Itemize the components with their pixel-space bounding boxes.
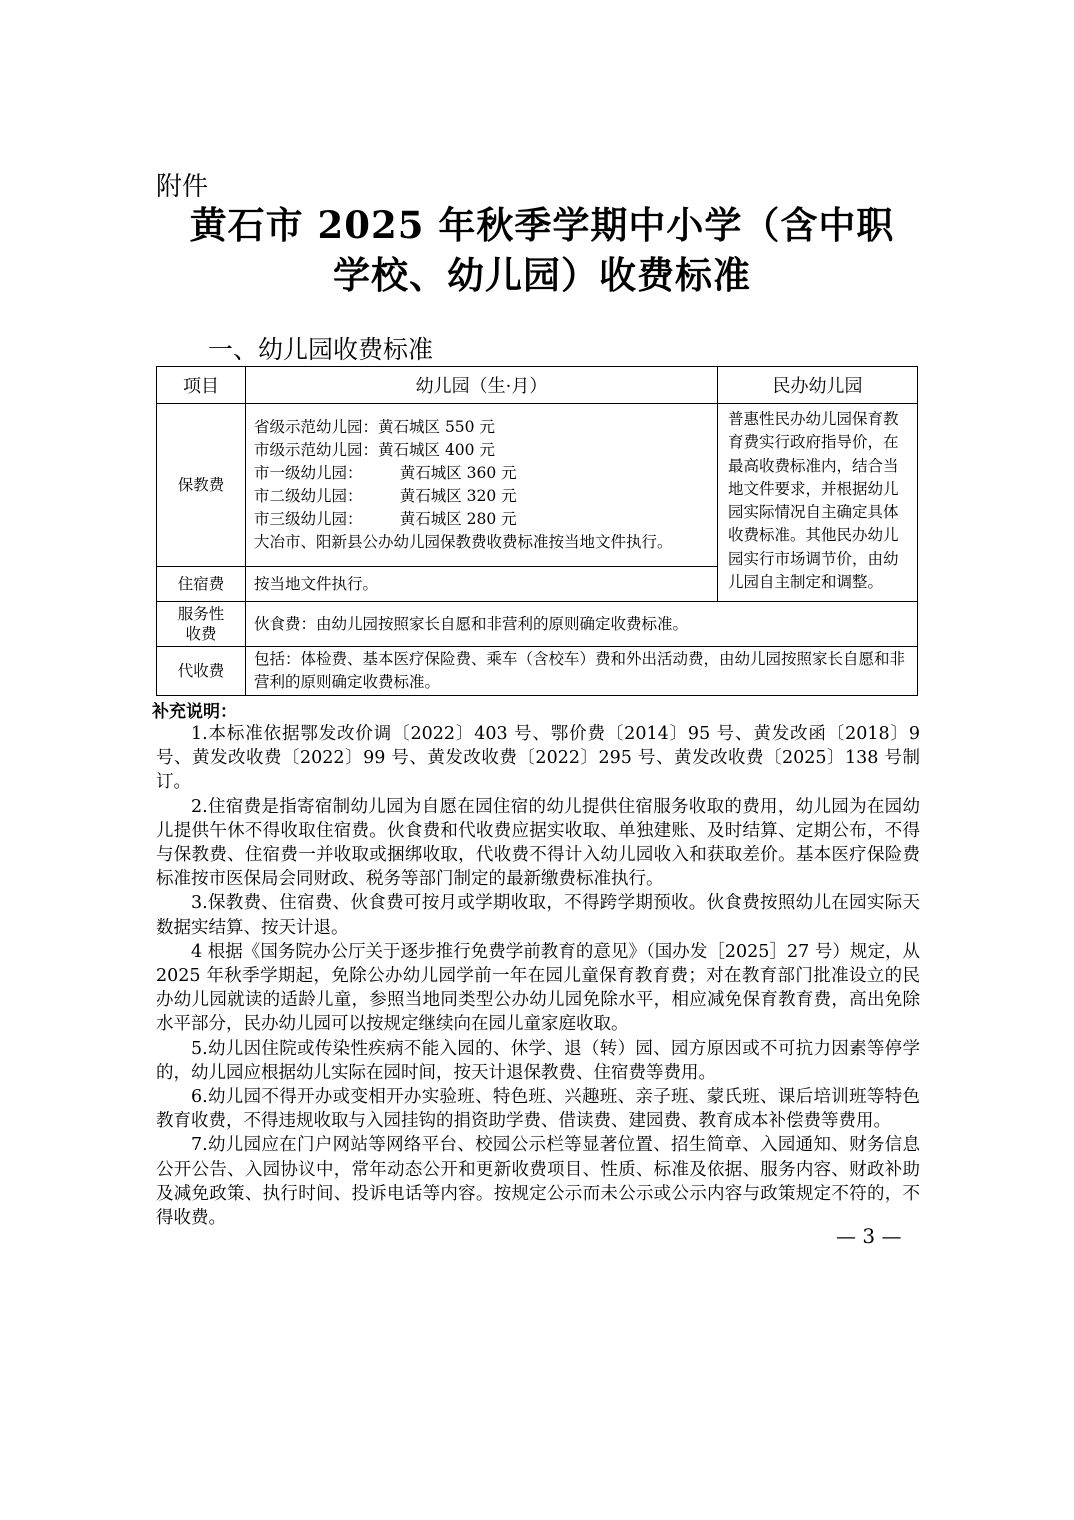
note-paragraph: 6.幼儿园不得开办或变相开办实验班、特色班、兴趣班、亲子班、蒙氏班、课后培训班等特色教育收费，不得违规收取与入园挂钩的捐资助学费、借读费、建园费、教育成本补偿费等费用。	[156, 1087, 920, 1132]
table-header-row	[157, 367, 918, 404]
supplement-heading: 补充说明：	[152, 702, 237, 722]
header-private: 民办幼儿园	[718, 367, 918, 404]
list-item: 市二级幼儿园： 黄石城区 320 元	[254, 487, 517, 505]
note-paragraph: 5.幼儿因住院或传染性疾病不能入园的、休学、退（转）园、园方原因或不可抗力因素等停学的，幼儿园应根据幼儿实际在园时间，按天计退保教费、住宿费等费用。	[156, 1038, 920, 1083]
row-label-fuwu: 服务性 收费	[157, 602, 246, 647]
title-line-2: 学校、幼儿园）收费标准	[333, 253, 751, 297]
baojiao-standards	[246, 404, 718, 567]
document-title	[150, 200, 934, 300]
private-kindergarten-text: 普惠性民办幼儿园保育教育费实行政府指导价，在最高收费标准内，结合当地文件要求，并根据幼儿园实际情况自主确定具体收费标准。其他民办幼儿园实行市场调节价，由幼儿园自主制定和调整。	[718, 404, 918, 602]
note-paragraph: 1.本标准依据鄂发改价调〔2022〕403 号、鄂价费〔2014〕95 号、黄发改函〔2018〕9 号、黄发改收费〔2022〕99 号、黄发改收费〔2022〕295 号、黄发改收费〔2025〕138 号制订。	[156, 724, 920, 793]
title-line-1: 黄石市 2025 年秋季学期中小学（含中职	[189, 203, 895, 247]
section-heading: 一、幼儿园收费标准	[208, 335, 434, 364]
annex-label: 附件	[156, 172, 209, 202]
header-kindergarten: 幼儿园（生·月）	[246, 367, 718, 404]
zhusu-text: 按当地文件执行。	[246, 567, 718, 602]
table-row	[157, 602, 918, 647]
header-item: 项目	[157, 367, 246, 404]
list-item: 市三级幼儿园： 黄石城区 280 元	[254, 510, 517, 528]
baojiao-note: 大冶市、阳新县公办幼儿园保教费收费标准按当地文件执行。	[254, 533, 673, 551]
fee-table	[156, 366, 918, 696]
note-paragraph: 3.保教费、住宿费、伙食费可按月或学期收取，不得跨学期预收。伙食费按照幼儿在园实际天数据实结算、按天计退。	[156, 893, 920, 938]
row-label-baojiao: 保教费	[157, 404, 246, 567]
list-item: 市级示范幼儿园：黄石城区 400 元	[254, 441, 495, 459]
page-number: — 3 —	[836, 1224, 902, 1248]
note-paragraph: 2.住宿费是指寄宿制幼儿园为自愿在园住宿的幼儿提供住宿服务收取的费用，幼儿园为在园幼儿提供午休不得收取住宿费。伙食费和代收费应据实收取、单独建账、及时结算、定期公布，不得与保教费、住宿费一并收取或捆绑收取，代收费不得计入幼儿园收入和获取差价。基本医疗保险费标准按市医保局会同财政、税务等部门制定的最新缴费标准执行。	[156, 796, 920, 890]
list-item: 市一级幼儿园： 黄石城区 360 元	[254, 464, 517, 482]
row-label-zhusu: 住宿费	[157, 567, 246, 602]
row-label-daishou: 代收费	[157, 647, 246, 696]
supplement-notes	[156, 722, 920, 1230]
table-row	[157, 647, 918, 696]
fuwu-text: 伙食费：由幼儿园按照家长自愿和非营利的原则确定收费标准。	[246, 602, 918, 647]
list-item: 省级示范幼儿园：黄石城区 550 元	[254, 418, 495, 436]
note-paragraph: 4 根据《国务院办公厅关于逐步推行免费学前教育的意见》（国办发［2025］27 号）规定，从 2025 年秋季学期起，免除公办幼儿园学前一年在园儿童保育教育费；对在教育部门批准设立的民办幼儿园就读的适龄儿童，参照当地同类型公办幼儿园免除水平，相应减免保育教育费，高出免除水平部分，民办幼儿园可以按规定继续向在园儿童家庭收取。	[156, 941, 920, 1035]
note-paragraph: 7.幼儿园应在门户网站等网络平台、校园公示栏等显著位置、招生简章、入园通知、财务信息公开公告、入园协议中，常年动态公开和更新收费项目、性质、标准及依据、服务内容、财政补助及减免政策、执行时间、投诉电话等内容。按规定公示而未公示或公示内容与政策规定不符的，不得收费。	[156, 1135, 920, 1229]
daishou-text: 包括：体检费、基本医疗保险费、乘车（含校车）费和外出活动费，由幼儿园按照家长自愿和非营利的原则确定收费标准。	[246, 647, 918, 696]
table-row	[157, 404, 918, 567]
